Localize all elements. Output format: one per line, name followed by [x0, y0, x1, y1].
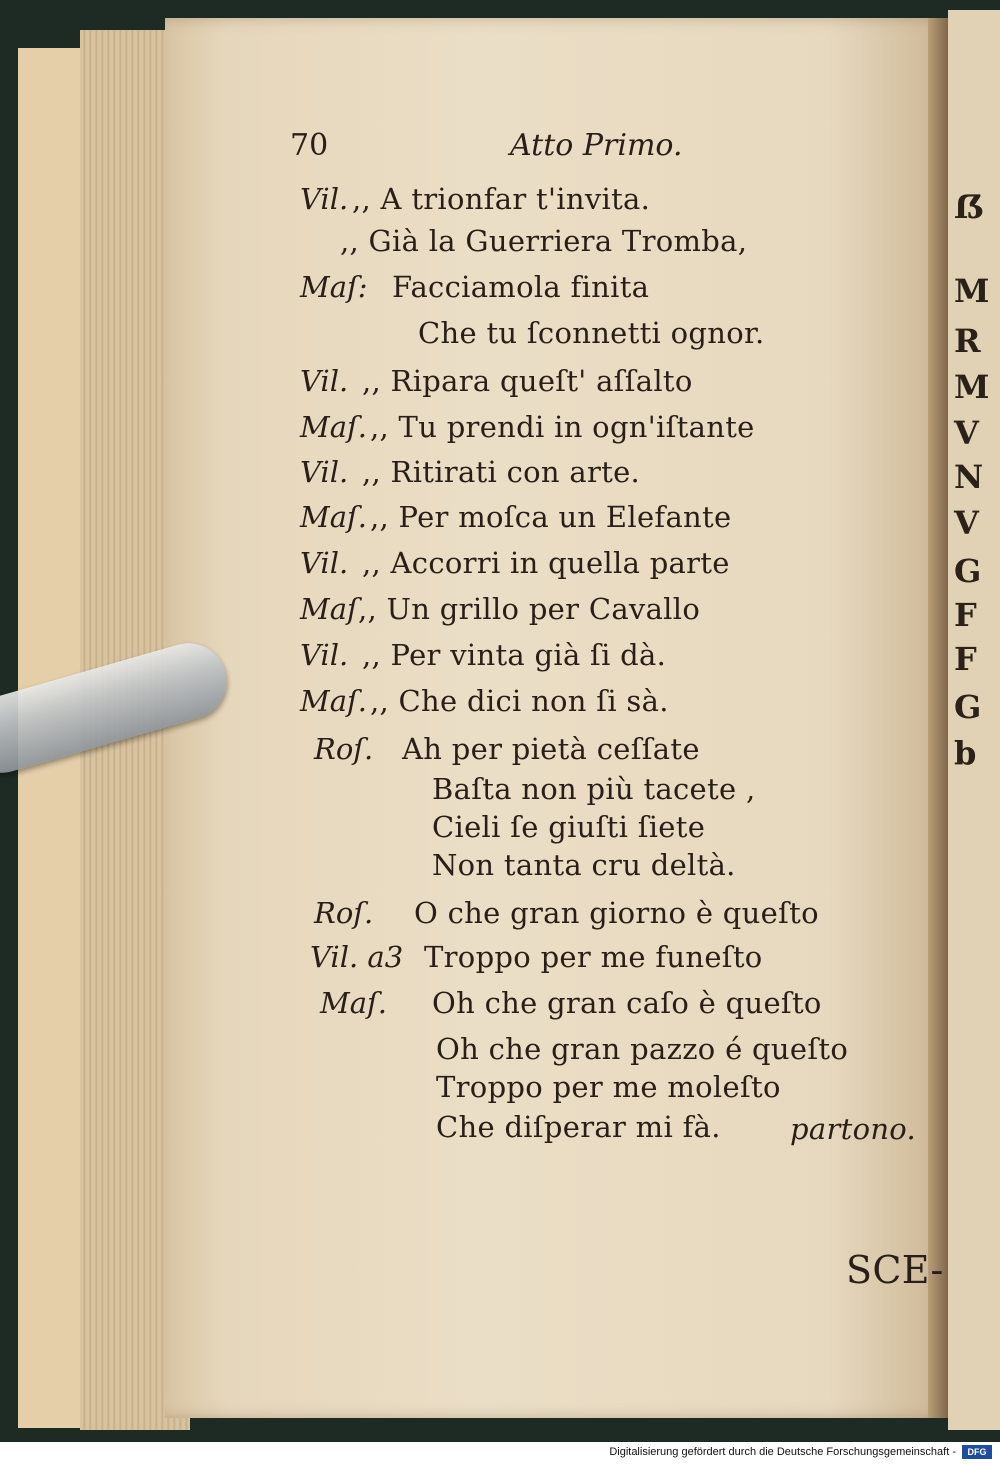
page-number: 70	[290, 128, 329, 163]
speaker-label: Maſ.	[320, 986, 387, 1020]
speaker-label: Roſ.	[314, 896, 374, 930]
speaker-label: Vil.	[300, 364, 349, 398]
facing-page-glyph: M	[954, 368, 990, 406]
verse-line: ,, Che dici non ſi sà.	[370, 684, 669, 718]
verse-line: Che tu ſconnetti ognor.	[418, 316, 765, 350]
speaker-label: Vil.	[300, 182, 349, 216]
stage-direction: partono.	[790, 1112, 917, 1146]
verse-line: Troppo per me moleſto	[436, 1070, 781, 1104]
speaker-label: Vil.	[300, 638, 349, 672]
verse-line: Baſta non più tacete ,	[432, 772, 756, 806]
facing-page-glyph: V	[954, 414, 979, 452]
speaker-label: Vil. a3	[310, 940, 404, 974]
speaker-label: Maſ.	[300, 684, 367, 718]
verse-line: ,, Un grillo per Cavallo	[358, 592, 701, 626]
catchword: SCE-	[846, 1248, 944, 1292]
verse-line: Che diſperar mi fà.	[436, 1110, 721, 1144]
speaker-label: Vil.	[300, 546, 349, 580]
facing-page-glyph: F	[954, 596, 977, 634]
verse-line: ,, Per vinta già ſi dà.	[362, 638, 667, 672]
facing-page-glyph: R	[954, 322, 981, 360]
verse-line: ,, Tu prendi in ogn'iſtante	[370, 410, 755, 444]
speaker-label: Vil.	[300, 455, 349, 489]
verse-line: ,, Ritirati con arte.	[362, 455, 641, 489]
facing-page-glyph: ẞ	[954, 188, 985, 226]
verse-line: O che gran giorno è queſto	[414, 896, 819, 930]
speaker-label: Roſ.	[314, 732, 374, 766]
verse-line: Facciamola finita	[392, 270, 650, 304]
speaker-label: Maſ.	[300, 410, 367, 444]
verse-line: Oh che gran caſo è queſto	[432, 986, 822, 1020]
facing-page-glyph: b	[954, 734, 977, 772]
funding-credit: Digitalisierung gefördert durch die Deutsche Forschungsgemeinschaft -	[609, 1446, 956, 1458]
facing-page-glyph: F	[954, 640, 977, 678]
dfg-logo: DFG	[962, 1445, 992, 1459]
facing-page-glyph: M	[954, 272, 990, 310]
facing-page-glyph: G	[954, 688, 982, 726]
speaker-label: Maſ:	[300, 270, 368, 304]
verse-line: Oh che gran pazzo é queſto	[436, 1032, 849, 1066]
speaker-label: Maſ	[300, 592, 358, 626]
verse-line: Ah per pietà ceſſate	[402, 732, 700, 766]
verse-line: ,, Per moſca un Elefante	[370, 500, 732, 534]
verse-line: Cieli ſe giuſti ſiete	[432, 810, 706, 844]
verse-line: ,, A trionfar t'invita.	[352, 182, 651, 216]
facing-page-glyph: G	[954, 552, 982, 590]
verse-line: Non tanta cru deltà.	[432, 848, 736, 882]
verse-line: ,, Ripara queſt' aſſalto	[362, 364, 693, 398]
facing-page-glyph: N	[954, 458, 984, 496]
running-head: Atto Primo.	[510, 128, 683, 163]
verse-line: ,, Già la Guerriera Tromba,	[340, 224, 748, 258]
verse-line: Troppo per me funeſto	[424, 940, 763, 974]
facing-page-glyph: V	[954, 504, 979, 542]
speaker-label: Maſ.	[300, 500, 367, 534]
book-gutter	[928, 18, 950, 1418]
verse-line: ,, Accorri in quella parte	[362, 546, 730, 580]
